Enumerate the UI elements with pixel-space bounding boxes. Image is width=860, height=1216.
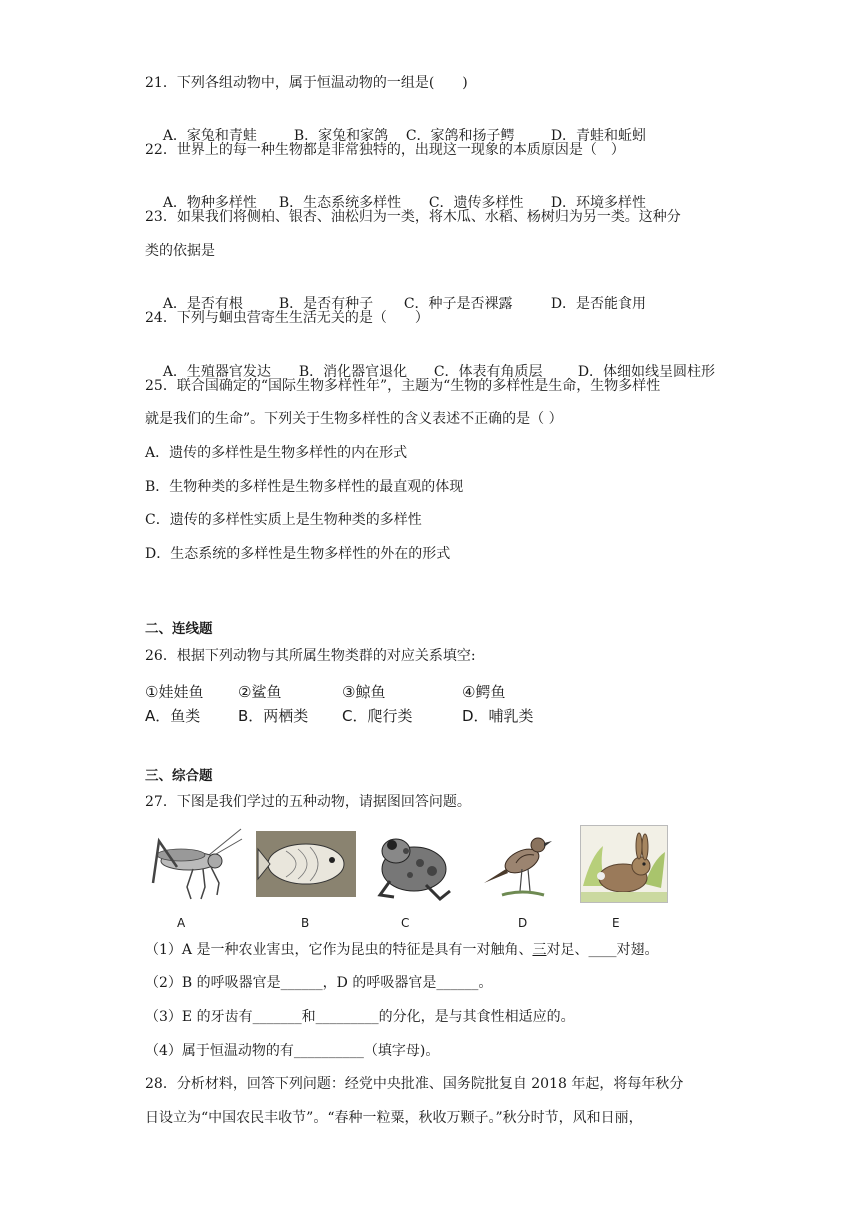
q24-option-a: A．生殖器官发达 xyxy=(162,364,271,380)
section2-title: 二、连线题 xyxy=(145,621,213,637)
q27-sub1-underlined: 三 xyxy=(532,942,547,958)
q27-sub2: （2）B 的呼吸器官是______，D 的呼吸器官是______。 xyxy=(145,975,493,991)
image-label-b: B xyxy=(301,916,310,930)
q21-option-a: A．家兔和青蛙 xyxy=(162,128,257,144)
image-label-a: A xyxy=(177,916,186,930)
q28-line2: 日设立为“中国农民丰收节”。“春种一粒粟，秋收万颗子。”秋分时节，风和日丽， xyxy=(145,1110,643,1126)
animal-item-1: ①娃娃鱼 xyxy=(145,683,204,701)
rabbit-image xyxy=(580,825,668,903)
q25-option-a: A．遗传的多样性是生物多样性的内在形式 xyxy=(145,445,408,461)
q23-stem-line1: 23．如果我们将侧柏、银杏、油松归为一类，将木瓜、水稻、杨树归为另一类。这种分 xyxy=(145,209,681,225)
q27-sub1-pre: （1）A 是一种农业害虫，它作为昆虫的特征是具有一对触角、 xyxy=(145,942,533,958)
image-label-e: E xyxy=(612,916,620,930)
q21-stem: 21．下列各组动物中，属于恒温动物的一组是( ) xyxy=(145,75,468,91)
q23-option-c: C．种子是否裸露 xyxy=(403,296,513,312)
q27-sub1 xyxy=(145,940,658,960)
grasshopper-image xyxy=(147,825,243,903)
q21-option-d: D．青蛙和蚯蚓 xyxy=(550,128,647,144)
q23-option-b: B．是否有种子 xyxy=(278,296,374,312)
group-item-d: D．哺乳类 xyxy=(462,707,534,725)
q27-sub4: （4）属于恒温动物的有__________（填字母)。 xyxy=(145,1043,440,1059)
section3-title: 三、综合题 xyxy=(145,768,213,784)
animal-item-3: ③鲸鱼 xyxy=(342,683,386,701)
frog-image xyxy=(370,825,454,903)
q28-line1: 28．分析材料，回答下列问题：经党中央批准、国务院批复自 2018 年起，将每年秋分 xyxy=(145,1076,684,1092)
q25-option-d: D．生态系统的多样性是生物多样性的外在的形式 xyxy=(145,546,451,562)
q24-option-d: D．体细如线呈圆柱形 xyxy=(577,364,716,380)
q21-option-c: C．家鸽和扬子鳄 xyxy=(405,128,515,144)
fish-image xyxy=(256,825,356,903)
q22-option-c: C．遗传多样性 xyxy=(428,195,524,211)
q22-option-a: A．物种多样性 xyxy=(162,195,257,211)
q24-option-b: B．消化器官退化 xyxy=(298,364,408,380)
q25-option-c: C．遗传的多样性实质上是生物种类的多样性 xyxy=(145,512,422,528)
group-item-b: B．两栖类 xyxy=(238,707,309,725)
q23-option-d: D．是否能食用 xyxy=(550,296,647,312)
image-label-c: C xyxy=(401,916,410,930)
q25-stem-line2: 就是我们的生命”。下列关于生物多样性的含义表述不正确的是（ ） xyxy=(145,411,563,427)
bird-image xyxy=(478,825,564,903)
q22-option-d: D．环境多样性 xyxy=(550,195,647,211)
group-item-c: C．爬行类 xyxy=(342,707,413,725)
q22-option-b: B．生态系统多样性 xyxy=(278,195,402,211)
q24-stem: 24．下列与蛔虫营寄生生活无关的是（ ） xyxy=(145,310,429,326)
q21-option-b: B．家兔和家鸽 xyxy=(293,128,389,144)
q27-sub3: （3）E 的牙齿有_______和_________的分化，是与其食性相适应的。 xyxy=(145,1009,575,1025)
q22-stem: 22．世界上的每一种生物都是非常独特的，出现这一现象的本质原因是（ ） xyxy=(145,142,625,158)
animal-item-4: ④鳄鱼 xyxy=(462,683,506,701)
q23-stem-line2: 类的依据是 xyxy=(145,243,215,259)
q25-stem-line1: 25．联合国确定的“国际生物多样性年”，主题为“生物的多样性是生命，生物多样性 xyxy=(145,378,661,394)
q23-option-a: A．是否有根 xyxy=(162,296,243,312)
image-label-d: D xyxy=(518,916,528,930)
animal-item-2: ②鲨鱼 xyxy=(238,683,282,701)
q25-option-b: B．生物种类的多样性是生物多样性的最直观的体现 xyxy=(145,479,464,495)
group-item-a: A．鱼类 xyxy=(145,707,201,725)
q26-stem: 26．根据下列动物与其所属生物类群的对应关系填空: xyxy=(145,648,476,664)
q27-stem: 27．下图是我们学过的五种动物，请据图回答问题。 xyxy=(145,794,471,810)
q27-sub1-post: 对足、____对翅。 xyxy=(546,942,659,958)
q24-option-c: C．体表有角质层 xyxy=(433,364,543,380)
